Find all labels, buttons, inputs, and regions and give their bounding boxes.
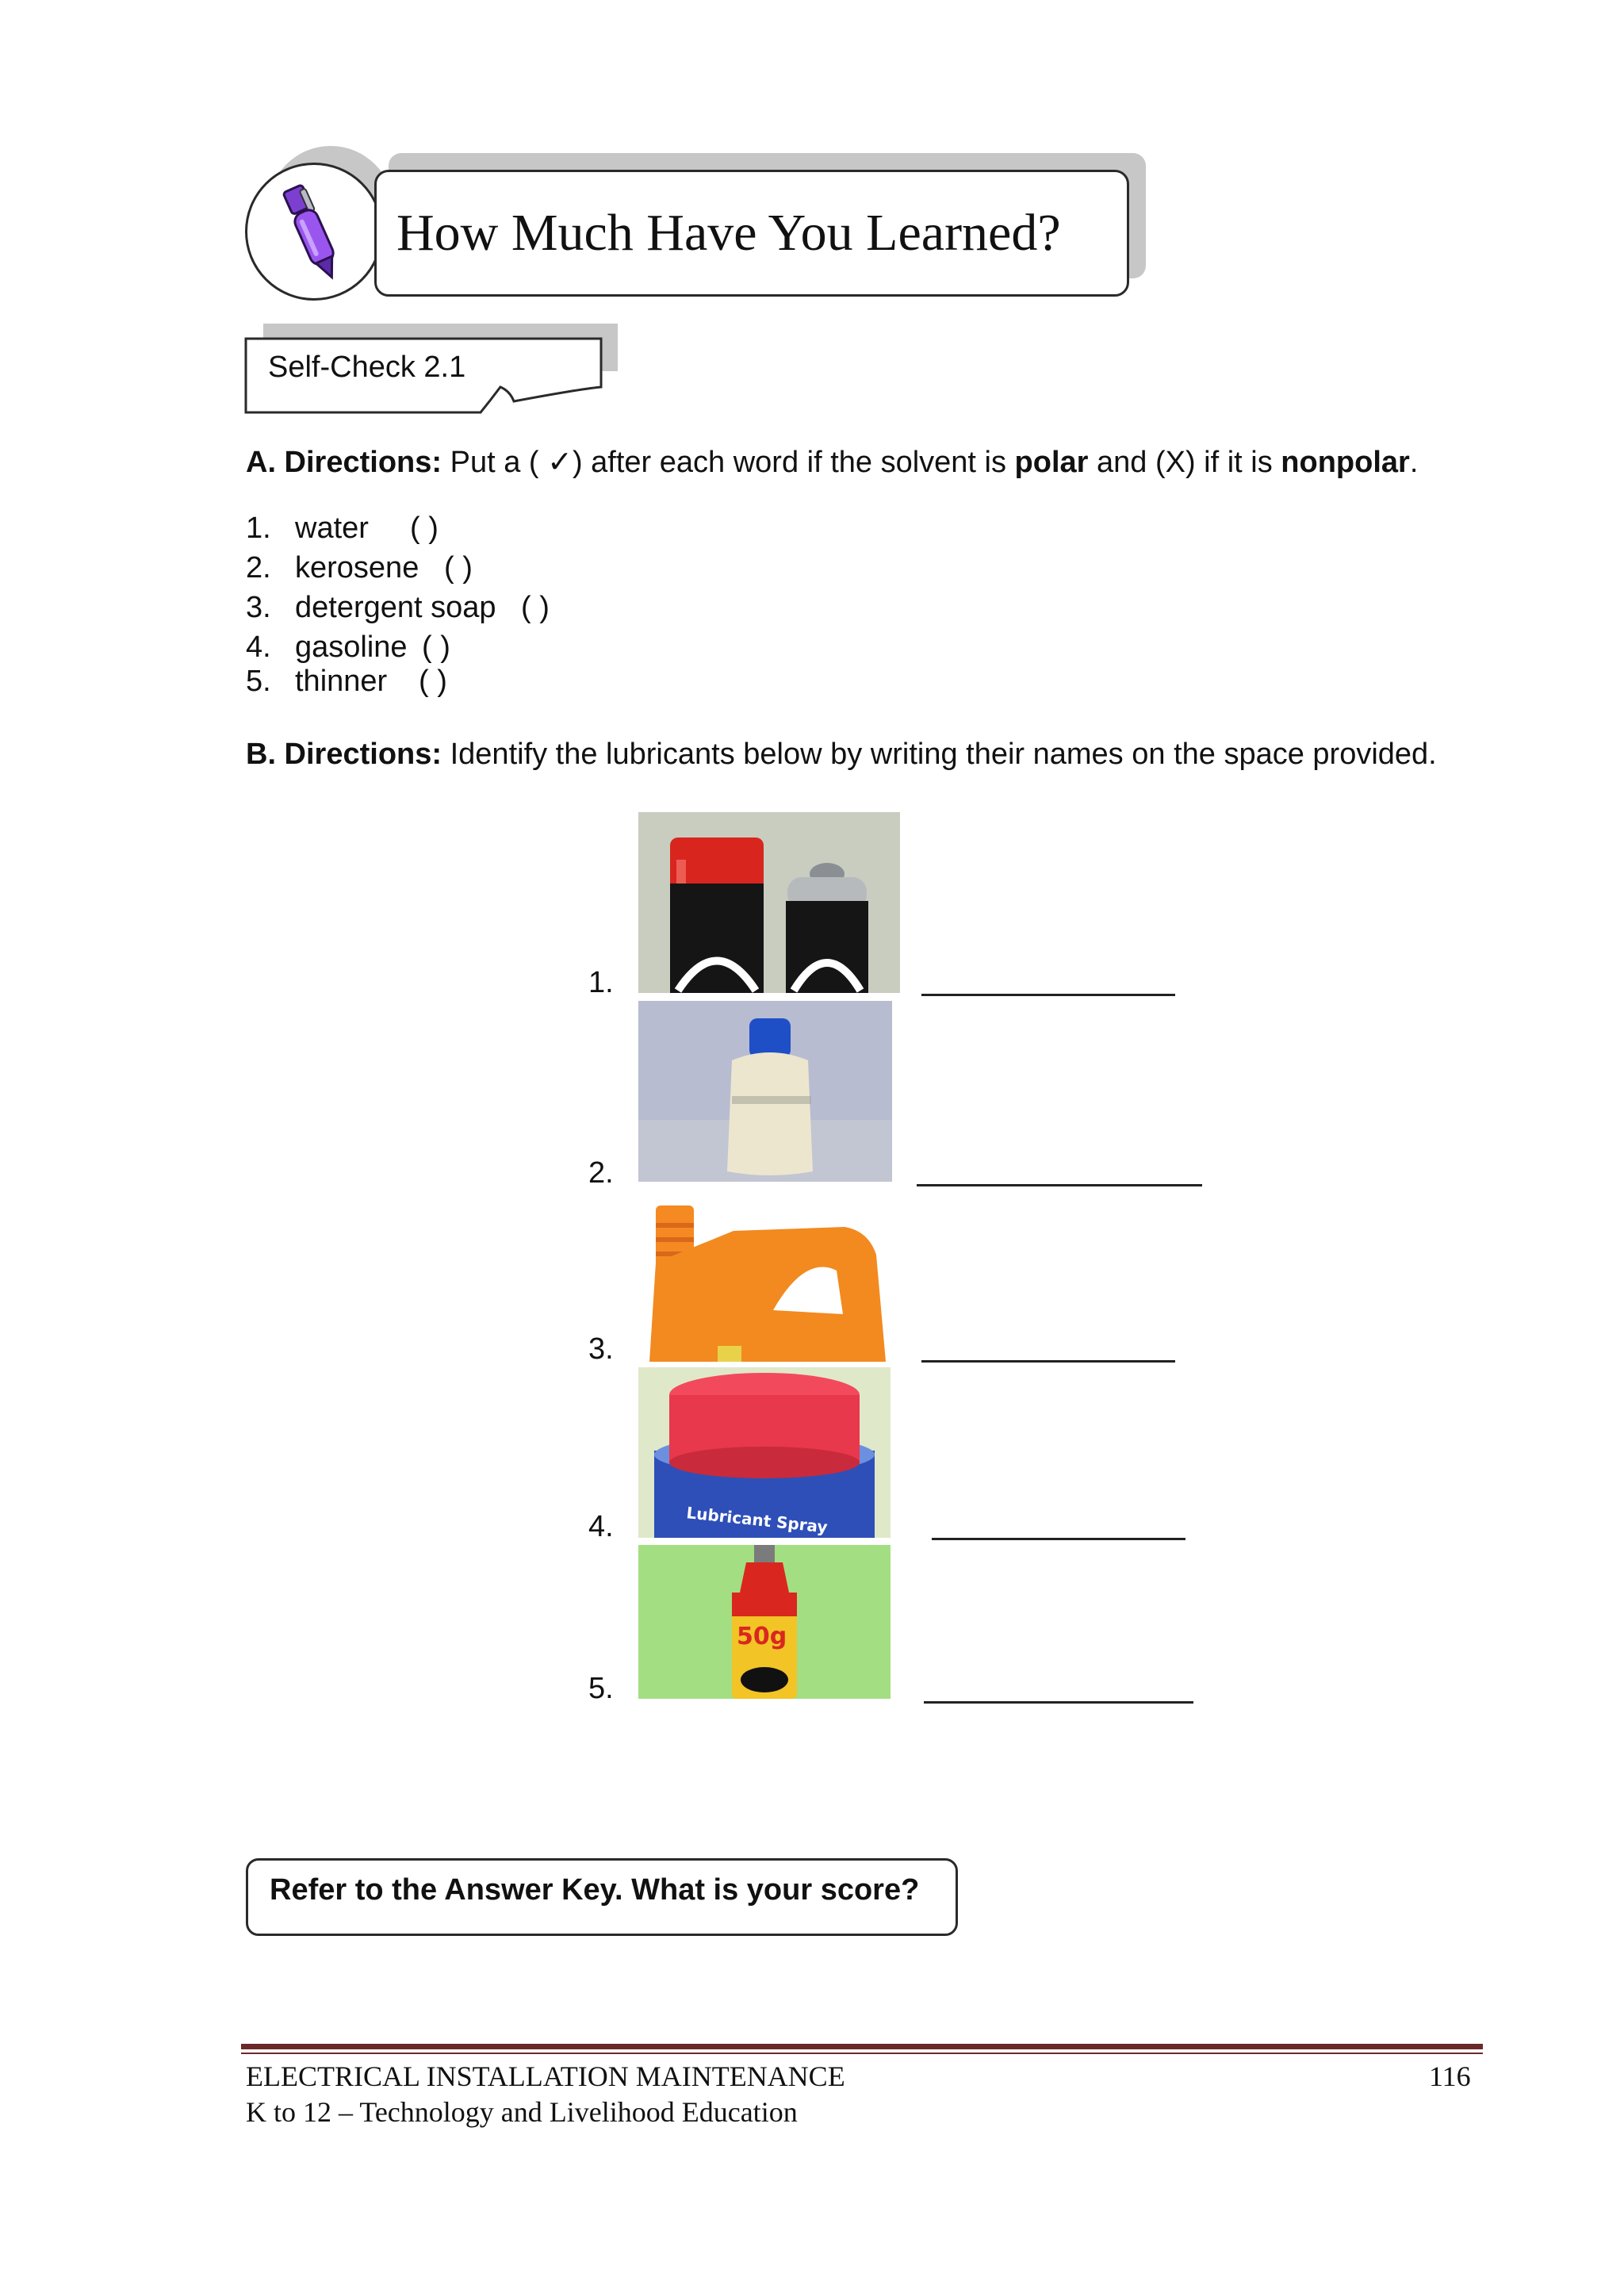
item-number: 1. [588, 966, 614, 999]
answer-line-3[interactable] [921, 1360, 1175, 1363]
footer-rule-thin [241, 2053, 1483, 2054]
list-item: 1. water ( ) [246, 512, 439, 545]
list-item: 3. detergent soap ( ) [246, 591, 550, 624]
can-weight-label: 50g [737, 1623, 787, 1650]
lubricant-image-1 [638, 812, 900, 993]
lubricant-image-5 [638, 1545, 891, 1699]
item-number: 2. [588, 1156, 614, 1190]
part-b-label: B. Directions: [246, 738, 442, 771]
answer-line-5[interactable] [924, 1701, 1193, 1704]
item-number: 5. [588, 1672, 614, 1705]
score-prompt: Refer to the Answer Key. What is your score? [270, 1873, 920, 1907]
part-a-directions: A. Directions: Put a ( ✓) after each word if the solvent is polar and (X) if it is nonpolar. [246, 446, 1419, 479]
part-b-directions: B. Directions: Identify the lubricants below by writing their names on the space provided. [246, 738, 1437, 771]
page-title: How Much Have You Learned? [396, 204, 1061, 262]
list-item: 5. thinner ( ) [246, 665, 447, 698]
part-a-label: A. Directions: [246, 446, 442, 479]
footer-rule-thick [241, 2044, 1483, 2049]
footer-program: K to 12 – Technology and Livelihood Education [246, 2096, 798, 2128]
lubricant-image-3 [638, 1199, 892, 1362]
lubricant-image-4 [638, 1367, 891, 1538]
list-item: 2. kerosene ( ) [246, 551, 473, 585]
self-check-label: Self-Check 2.1 [268, 351, 466, 384]
answer-line-2[interactable] [917, 1184, 1202, 1186]
answer-line-1[interactable] [921, 994, 1175, 996]
check-mark: ✓ [547, 446, 573, 479]
item-number: 4. [588, 1510, 614, 1543]
pen-icon [270, 176, 357, 287]
answer-line-4[interactable] [932, 1538, 1185, 1540]
item-number: 3. [588, 1332, 614, 1366]
lubricant-image-2 [638, 1001, 892, 1182]
spray-can-label: Lubricant Spray [685, 1503, 829, 1537]
page-number: 116 [1429, 2060, 1471, 2092]
footer-course: ELECTRICAL INSTALLATION MAINTENANCE [246, 2060, 845, 2092]
list-item: 4. gasoline ( ) [246, 631, 450, 664]
